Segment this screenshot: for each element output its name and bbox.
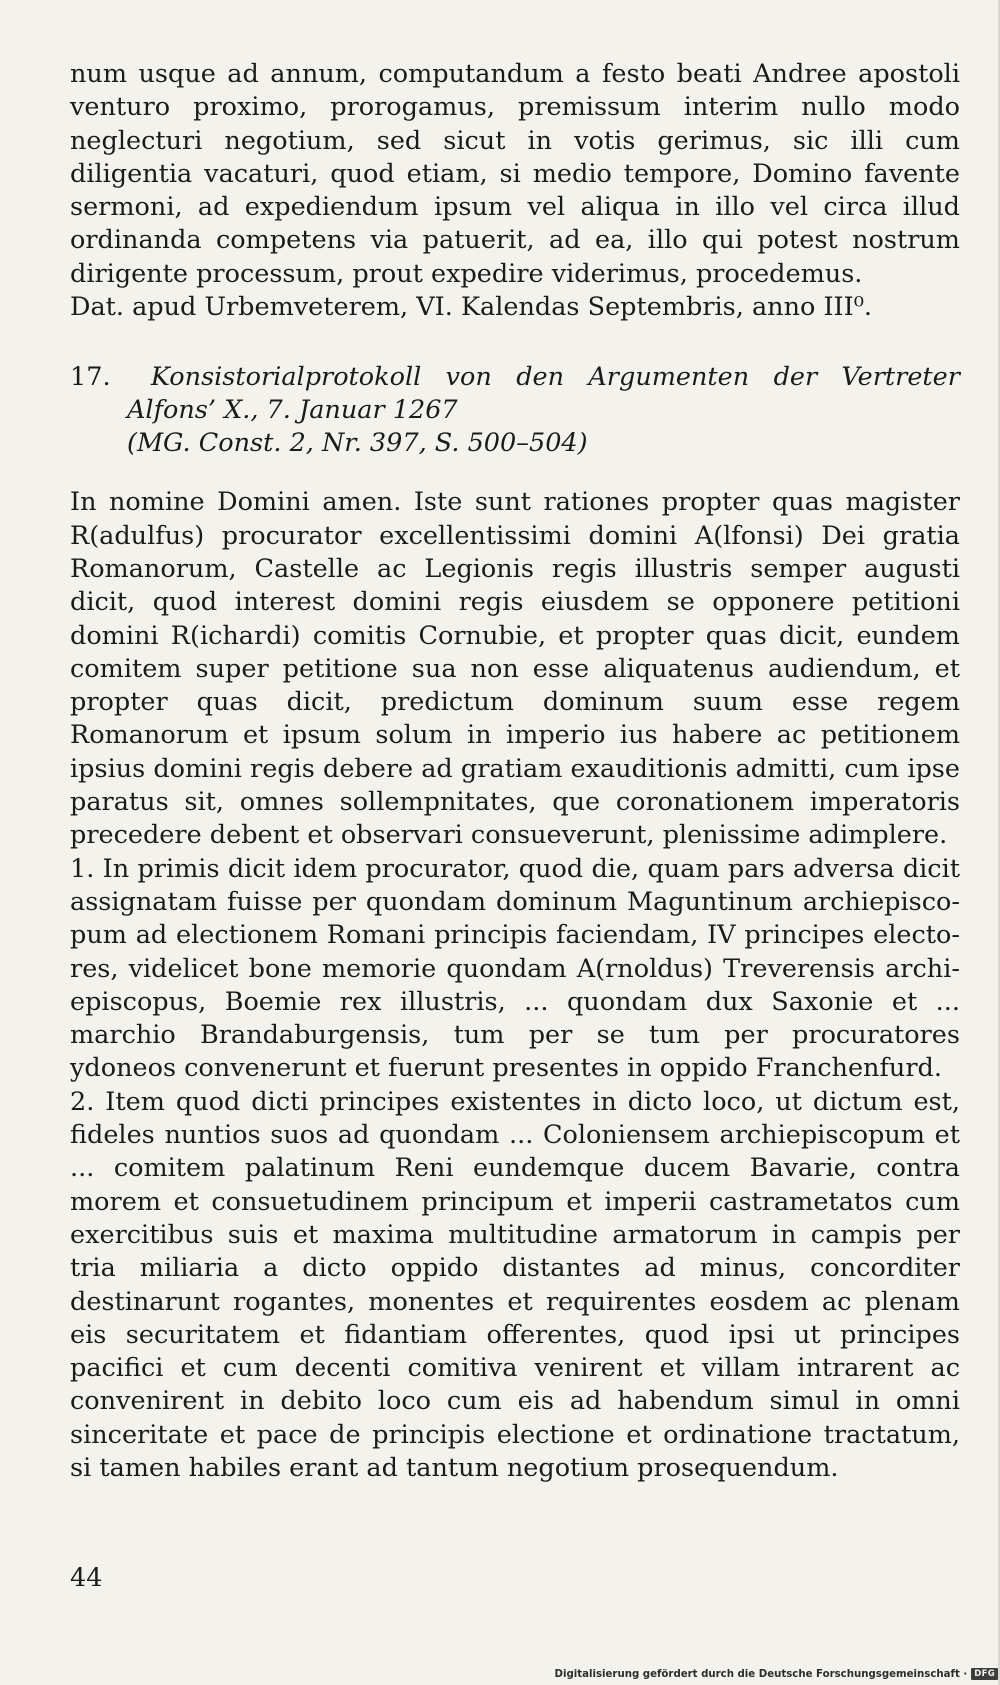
- digitization-credit: [554, 1665, 998, 1683]
- heading-word: Vertreter: [841, 362, 960, 393]
- heading-first-line: [70, 361, 960, 394]
- paragraph-intro: In nomine Domini amen. Iste sunt rationes propter quas magister R(adulfus) procurator excellentissimi domini A(lfonsi) Dei gratia Romanorum, Castelle ac Legionis regis illustris semper augusti dicit, quod interest domini regis eiusdem se opponere petitioni domini R(ichardi) comitis Cornubie, et propter quas dicit, eundem comitem super petitione sua non esse aliquatenus audiendum, et propter quas dicit, predictum dominum suum esse regem Romanorum et ipsum solum in imperio ius habere ac petitionem ipsius domini regis debere ad gratiam exauditionis admitti, cum ipse paratus sit, omnes sollempnitates, que coronationem imperatoris precedere debent et observari consueverunt, plenissime adimplere.: [70, 487, 960, 851]
- paragraph-continuation: num usque ad annum, computandum a festo beati Andree apostoli venturo proximo, prorogamus, premissum interim nullo modo neglecturi negotium, sed sicut in votis gerimus, sic illi cum diligentia vacaturi, quod etiam, si medio tempore, Domino favente sermoni, ad expediendum ipsum vel aliqua in illo vel circa illud ordinanda competens via patuerit, ad ea, illo qui potest nostrum dirigente processum, prout expedire viderimus, procedemus.: [70, 59, 960, 289]
- page-number: 44: [70, 1563, 103, 1593]
- paragraph-dating: Dat. apud Urbemveterem, VI. Kalendas Septembris, anno III⁰.: [70, 292, 873, 323]
- heading-word: den: [516, 362, 565, 393]
- paragraph-point-2: 2. Item quod dicti principes existentes in dicto loco, ut dictum est, fideles nuntios suos ad quondam ... Coloniensem archiepiscopum et ... comitem palatinum Reni eundemque ducem Bavarie, contra morem et consuetudinem principum et imperii castrametatos cum exercitibus suis et maxima multitudine armatorum in campis per tria miliaria a dicto oppido distantes ad minus, concorditer destinarunt rogantes, monentes et requirentes eosdem ac plenam eis securitatem et fidantiam offerentes, quod ipsi ut principes pacifici et cum decenti comitiva venirent et villam intrarent ac convenirent in debito loco cum eis ad habendum simul in omni sinceritate et pace de principis electione et ordinatione tractatum, si tamen habiles erant ad tantum negotium prosequendum.: [70, 1086, 960, 1483]
- heading-word: von: [445, 362, 492, 393]
- heading-date-line: Alfons’ X., 7. Januar 1267: [127, 395, 458, 426]
- heading-source-line: (MG. Const. 2, Nr. 397, S. 500–504): [127, 428, 588, 459]
- heading-word: Konsistorialprotokoll: [150, 362, 422, 393]
- heading-word: Argumenten: [588, 362, 750, 393]
- heading-word: der: [773, 362, 818, 393]
- section-heading: [70, 361, 960, 460]
- digitization-credit-text: Digitalisierung gefördert durch die Deutsche Forschungsgemeinschaft ·: [554, 1668, 968, 1680]
- dfg-logo: DFG: [971, 1668, 998, 1680]
- heading-number: 17.: [70, 362, 111, 393]
- paragraph-point-1: 1. In primis dicit idem procurator, quod die, quam pars adversa dicit assignatam fuisse per quondam dominum Maguntinum archiepiscopum ad electionem Romani principis faciendam, IV principes electores, videlicet bone memorie quondam A(rnoldus) Treverensis archiepiscopus, Boemie rex illustris, ... quondam dux Saxonie et ... marchio Brandaburgensis, tum per se tum per procuratores ydoneos convenerunt et fuerunt presentes in oppido Franchenfurd.: [70, 853, 960, 1084]
- document-page: [70, 58, 960, 1618]
